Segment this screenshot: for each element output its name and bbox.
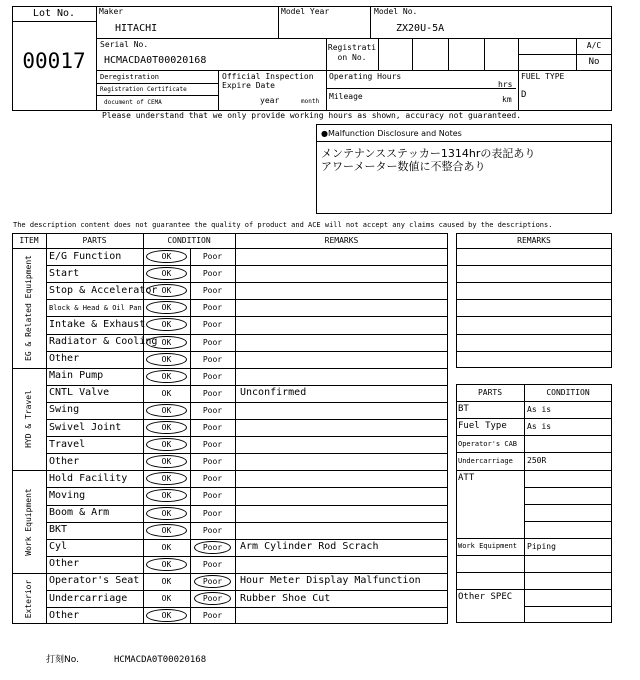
model-year-label: Model Year <box>281 7 330 16</box>
ac-label: A/C <box>586 41 602 50</box>
part-label: Operator's Seat <box>49 575 140 587</box>
deregistration-label: Deregistration <box>100 73 160 81</box>
condition-poor: Poor <box>202 252 223 261</box>
condition-ok: OK <box>161 405 172 415</box>
registration-label-2: on No. <box>337 53 367 62</box>
condition-poor: Poor <box>202 303 223 313</box>
ok-circle-mark <box>146 404 187 417</box>
part-label: Other <box>49 353 80 365</box>
condition-poor: Poor <box>202 388 223 398</box>
ac-value: No <box>588 57 600 67</box>
condition-poor: Poor <box>202 405 223 415</box>
condition-poor: Poor <box>202 423 223 432</box>
document-of-cema-label: document of CEMA <box>104 99 162 106</box>
part-label: E/G Function <box>49 250 122 262</box>
lot-no: 00017 <box>22 49 86 73</box>
part-label: Start <box>49 267 80 279</box>
part-label: BKT <box>49 524 68 536</box>
ok-circle-mark <box>146 353 187 366</box>
work-equipment-label: Work Equipment <box>458 542 518 551</box>
malfunction-note-2: アワーメーター数値に不整合あり <box>321 160 486 173</box>
year-label: year <box>260 96 280 105</box>
poor-circle-mark <box>194 575 231 588</box>
col-item-header: ITEM <box>19 236 39 245</box>
condition-ok: OK <box>161 440 172 450</box>
lot-no-label: Lot No. <box>32 8 76 19</box>
disclaimer: The description content does not guarantee the quality of product and ACE will not accept any claims caused by the descriptions. <box>13 221 553 229</box>
footer-label: 打刻No. <box>46 655 79 665</box>
part-label: Block & Head & Oil Pan <box>49 303 142 312</box>
part-label: Boom & Arm <box>49 507 110 518</box>
right-remarks-title: REMARKS <box>517 236 551 245</box>
malfunction-box <box>316 124 612 214</box>
poor-circle-mark <box>194 541 231 554</box>
group-label: EG & Related Equipment <box>24 254 33 361</box>
ok-circle-mark <box>146 250 187 263</box>
condition-ok: OK <box>161 320 172 330</box>
part-label: CNTL Valve <box>49 387 110 399</box>
registration-label-1: Registrati <box>327 43 377 52</box>
condition-poor: Poor <box>202 457 223 467</box>
condition-poor: Poor <box>202 269 223 279</box>
model-no-value: ZX20U-5A <box>396 23 445 34</box>
condition-ok: OK <box>161 423 172 432</box>
condition-ok: OK <box>161 525 172 535</box>
inspection-label-2: Expire Date <box>222 81 275 90</box>
row-remark: Hour Meter Display Malfunction <box>240 575 421 587</box>
condition-ok: OK <box>161 594 172 603</box>
condition-ok: OK <box>161 457 172 467</box>
registration-certificate-label: Registration Certificate <box>100 86 187 93</box>
part-label: Radiator & Cooling <box>49 336 158 347</box>
condition-poor: Poor <box>202 474 223 484</box>
condition-ok: OK <box>161 388 172 398</box>
part-label: Other <box>49 558 80 570</box>
condition-ok: OK <box>161 371 172 381</box>
condition-ok: OK <box>161 269 172 279</box>
part-label: Undercarriage <box>49 592 128 604</box>
part-label: Other <box>49 455 80 467</box>
maker-value: HITACHI <box>115 23 158 34</box>
inspection-label-1: Official Inspection <box>222 72 314 81</box>
malfunction-note-1: メンテナンスステッカー1314hrの表記あり <box>321 147 536 160</box>
condition-ok: OK <box>161 611 172 621</box>
ok-circle-mark <box>146 558 187 571</box>
km-label: km <box>502 95 512 104</box>
condition-ok: OK <box>161 542 172 552</box>
part-label: Cyl <box>49 541 68 553</box>
month-label: month <box>301 98 320 105</box>
ok-circle-mark <box>146 507 187 520</box>
ok-circle-mark <box>146 336 187 349</box>
right-part-label: Operator's CAB <box>458 439 518 448</box>
condition-ok: OK <box>161 474 172 484</box>
condition-ok: OK <box>161 303 172 313</box>
condition-poor: Poor <box>202 508 223 518</box>
serial-no-value: HCMACDA0T00020168 <box>104 55 207 66</box>
ok-circle-mark <box>146 524 187 537</box>
group-label: Work Equipment <box>24 487 33 556</box>
condition-ok: OK <box>161 508 172 518</box>
condition-ok: OK <box>161 337 172 347</box>
poor-circle-mark <box>194 592 231 605</box>
condition-ok: OK <box>161 576 172 586</box>
part-label: Swivel Joint <box>49 421 122 433</box>
right-condition-header: CONDITION <box>546 388 590 397</box>
part-label: Hold Facility <box>49 472 128 484</box>
malfunction-title: ●Malfunction Disclosure and Notes <box>321 129 462 138</box>
right-part-value: 250R <box>527 456 547 466</box>
condition-poor: Poor <box>202 542 223 552</box>
hours-notice: Please understand that we only provide working hours as shown, accuracy not guaranteed. <box>102 111 522 120</box>
mileage-label: Mileage <box>329 92 363 101</box>
serial-no-label: Serial No. <box>100 40 149 49</box>
part-label: Swing <box>49 404 80 416</box>
condition-poor: Poor <box>202 337 223 347</box>
condition-ok: OK <box>161 491 172 501</box>
work-equipment-value: Piping <box>527 541 556 551</box>
part-label: Stop & Accelerator <box>49 284 158 296</box>
row-remark: Arm Cylinder Rod Scrach <box>240 541 379 553</box>
ok-circle-mark <box>146 370 187 383</box>
condition-ok: OK <box>161 252 172 261</box>
condition-ok: OK <box>161 286 172 296</box>
col-remarks-header: REMARKS <box>324 236 359 245</box>
condition-poor: Poor <box>202 320 223 330</box>
col-parts-header: PARTS <box>82 236 107 245</box>
group-label: HYD & Travel <box>24 390 33 448</box>
row-remark: Unconfirmed <box>240 387 307 399</box>
right-part-value: As is <box>527 405 552 415</box>
condition-poor: Poor <box>202 525 223 535</box>
part-label: Other <box>49 609 80 621</box>
footer-value: HCMACDA0T00020168 <box>114 655 207 665</box>
operating-hours-label: Operating Hours <box>329 72 402 81</box>
condition-poor: Poor <box>202 354 223 364</box>
part-label: Main Pump <box>49 370 104 382</box>
row-remark: Rubber Shoe Cut <box>240 592 331 604</box>
maker-label: Maker <box>99 7 124 16</box>
condition-poor: Poor <box>202 371 223 381</box>
condition-ok: OK <box>161 354 172 364</box>
part-label: Intake & Exhaust <box>49 318 146 330</box>
group-label: Exterior <box>24 579 33 618</box>
condition-poor: Poor <box>202 594 223 603</box>
condition-ok: OK <box>161 559 172 569</box>
condition-poor: Poor <box>202 440 223 450</box>
condition-poor: Poor <box>202 286 223 296</box>
right-part-label: Undercarriage <box>458 456 513 465</box>
right-part-label: BT <box>458 404 469 415</box>
right-part-label: Fuel Type <box>458 421 507 432</box>
condition-poor: Poor <box>202 576 223 586</box>
part-label: Moving <box>49 489 86 501</box>
fuel-type-value: D <box>521 90 527 100</box>
right-parts-header: PARTS <box>477 388 503 397</box>
ok-circle-mark <box>146 421 187 434</box>
model-no-label: Model No. <box>374 7 418 16</box>
condition-poor: Poor <box>202 611 223 621</box>
right-remarks-frame <box>456 233 612 368</box>
other-spec-label: Other SPEC <box>458 592 513 603</box>
right-part-value: As is <box>527 422 552 432</box>
part-label: Travel <box>49 438 86 450</box>
att-label: ATT <box>458 472 475 483</box>
fuel-type-label: FUEL TYPE <box>521 72 565 81</box>
col-condition-header: CONDITION <box>167 236 211 245</box>
condition-poor: Poor <box>202 491 223 501</box>
condition-poor: Poor <box>202 559 223 569</box>
hrs-label: hrs <box>498 80 513 89</box>
